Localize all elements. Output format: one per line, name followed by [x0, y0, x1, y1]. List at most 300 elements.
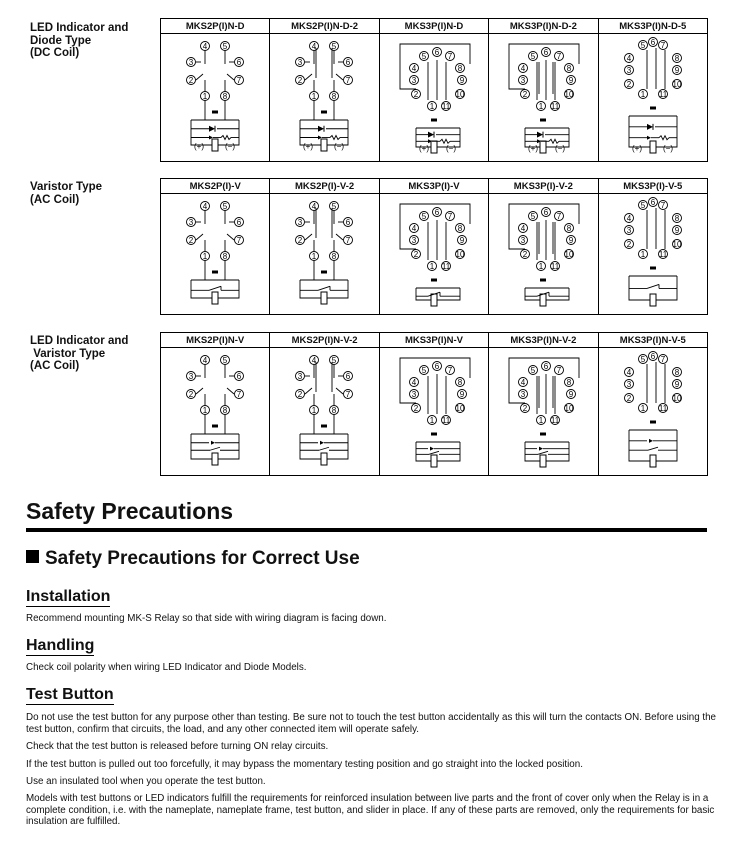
header-cell: MKS3P(I)-V-2 — [489, 179, 598, 194]
diagram-line — [525, 442, 540, 461]
terminal-number: 2 — [522, 89, 528, 99]
terminal-number: 1 — [312, 251, 317, 261]
diagram-line — [196, 234, 203, 240]
group-label-varistor: Varistor Type (AC Coil) — [30, 181, 103, 206]
terminal-number: 4 — [312, 41, 317, 51]
terminal-number: 2 — [626, 239, 631, 249]
diagram-table-led-varistor — [160, 332, 708, 476]
diagram-line — [227, 234, 234, 240]
terminal-number: 9 — [568, 235, 574, 245]
terminal-number: 1 — [538, 101, 544, 111]
led-symbol — [430, 447, 434, 451]
terminal-number: 10 — [564, 249, 574, 259]
terminal-number: 8 — [566, 223, 572, 233]
led-symbol — [647, 136, 651, 140]
diagram-line — [196, 388, 203, 394]
terminal-number: 2 — [298, 389, 303, 399]
header-cell: MKS2P(I)N-V-2 — [270, 333, 379, 348]
wiring-diagram — [161, 348, 270, 475]
terminal-number: 5 — [332, 355, 337, 365]
wiring-diagram — [489, 348, 598, 475]
terminal-number: 3 — [188, 57, 194, 67]
terminal-number: 4 — [626, 367, 631, 377]
terminal-number: 1 — [640, 403, 645, 413]
group-label-led-varistor: LED Indicator and Varistor Type (AC Coil) — [30, 335, 129, 372]
terminal-number: 4 — [411, 63, 417, 73]
terminal-number: 4 — [202, 201, 208, 211]
diagram-line — [209, 286, 221, 290]
indicator-bar — [540, 433, 546, 436]
diagram-cell — [489, 34, 598, 162]
diagram-line — [629, 116, 650, 147]
terminal-number: 10 — [564, 403, 574, 413]
terminal-number: 1 — [429, 415, 435, 425]
terminal-number: 5 — [530, 365, 536, 375]
terminal-number: 8 — [222, 405, 228, 415]
indicator-bar — [431, 119, 437, 122]
polarity-minus: (−) — [225, 142, 235, 151]
diagram-line — [647, 284, 659, 288]
terminal-number: 4 — [520, 63, 526, 73]
terminal-number: 5 — [530, 51, 536, 61]
diagram-cell — [598, 194, 707, 315]
terminal-number: 4 — [520, 223, 526, 233]
test-button-p4: Use an insulated tool when you operate the test button. — [26, 776, 266, 787]
diagram-line — [538, 451, 548, 454]
terminal-number: 2 — [522, 403, 528, 413]
terminal-number: 8 — [566, 63, 572, 73]
diagram-line — [546, 442, 569, 461]
terminal-number: 2 — [626, 393, 631, 403]
test-button-p2: Check that the test button is released before turning ON relay circuits. — [26, 741, 329, 752]
diagram-cell — [379, 348, 488, 476]
indicator-bar — [431, 279, 437, 282]
terminal-number: 3 — [298, 371, 303, 381]
terminal-number: 4 — [312, 201, 317, 211]
wiring-diagram — [380, 194, 489, 314]
diagram-cell — [161, 348, 270, 476]
terminal-number: 4 — [312, 355, 317, 365]
coil-symbol — [321, 453, 327, 465]
led-symbol — [320, 441, 324, 445]
terminal-number: 8 — [457, 377, 463, 387]
diagram-cell — [489, 194, 598, 315]
terminal-number: 10 — [672, 239, 682, 249]
diagram-line — [191, 434, 212, 459]
header-cell: MKS3P(I)N-V-5 — [598, 333, 707, 348]
header-cell: MKS2P(I)N-D — [161, 19, 270, 34]
terminal-number: 6 — [543, 361, 549, 371]
terminal-number: 10 — [455, 249, 465, 259]
polarity-minus: (−) — [445, 144, 456, 153]
polarity-plus: (+) — [418, 144, 429, 153]
terminal-number: 4 — [411, 377, 417, 387]
terminal-number: 4 — [626, 53, 631, 63]
indicator-bar — [321, 425, 327, 428]
indicator-bar — [650, 421, 656, 424]
handling-title: Handling — [26, 637, 95, 654]
terminal-number: 3 — [626, 65, 631, 75]
terminal-number: 9 — [459, 389, 465, 399]
diagram-cell — [598, 348, 707, 476]
terminal-number: 6 — [434, 361, 440, 371]
indicator-bar — [540, 279, 546, 282]
coil-symbol — [212, 292, 218, 304]
diagram-line — [336, 388, 343, 394]
wiring-diagram — [489, 34, 598, 161]
terminal-number: 6 — [543, 207, 549, 217]
polarity-minus: (−) — [662, 144, 673, 153]
terminal-number: 2 — [413, 89, 419, 99]
terminal-number: 7 — [447, 51, 453, 61]
diagram-cell — [270, 34, 379, 162]
terminal-number: 6 — [346, 57, 351, 67]
diagram-cell — [270, 194, 379, 315]
terminal-number: 2 — [298, 75, 303, 85]
diagram-line — [191, 280, 212, 298]
terminal-number: 6 — [236, 57, 242, 67]
terminal-number: 5 — [640, 354, 645, 364]
terminal-number: 1 — [202, 251, 208, 261]
terminal-number: 8 — [332, 405, 337, 415]
terminal-number: 1 — [538, 261, 544, 271]
diagram-line — [659, 136, 669, 140]
terminal-number: 6 — [236, 217, 242, 227]
terminal-number: 1 — [202, 91, 208, 101]
diagram-line — [210, 447, 220, 450]
terminal-number: 8 — [332, 251, 337, 261]
diagram-cell — [270, 348, 379, 476]
terminal-number: 5 — [530, 211, 536, 221]
indicator-bar — [321, 111, 327, 114]
polarity-plus: (+) — [631, 144, 642, 153]
page-heading: Safety Precautions — [26, 498, 234, 524]
diagram-line — [648, 447, 658, 450]
diagram-line — [305, 234, 312, 240]
diagram-line — [300, 434, 321, 459]
terminal-number: 10 — [455, 403, 465, 413]
diagram-line — [305, 388, 312, 394]
terminal-number: 8 — [222, 251, 228, 261]
test-button-p5: Models with test buttons or LED indicators fulfill the requirements for reinforced insulation between live parts and the front of cover only when the Relay is in a complete condition, i.e. with the nameplate, nameplate frame, test button, and slider in place. If any of these parts are removed, only the requirements for basic insulation are fulfilled. — [26, 793, 715, 827]
terminal-number: 11 — [441, 415, 450, 425]
group-label-diode: LED Indicator and Diode Type (DC Coil) — [30, 22, 129, 59]
indicator-bar — [540, 119, 546, 122]
coil-symbol — [321, 292, 327, 304]
led-symbol — [649, 439, 653, 443]
wiring-diagram — [599, 194, 708, 314]
coil-symbol — [212, 453, 218, 465]
terminal-number: 8 — [674, 213, 679, 223]
wiring-diagram — [161, 194, 270, 314]
terminal-number: 2 — [298, 235, 303, 245]
diagram-line — [336, 234, 343, 240]
header-cell: MKS3P(I)N-V — [379, 333, 488, 348]
wiring-diagram — [270, 34, 379, 161]
terminal-number: 6 — [543, 47, 549, 57]
diagram-line — [300, 280, 321, 298]
terminal-number: 3 — [411, 389, 417, 399]
polarity-plus: (+) — [303, 142, 314, 151]
terminal-number: 11 — [441, 261, 450, 271]
terminal-number: 11 — [441, 101, 450, 111]
indicator-bar — [212, 425, 218, 428]
terminal-number: 4 — [626, 213, 631, 223]
terminal-number: 5 — [640, 200, 645, 210]
terminal-number: 6 — [236, 371, 242, 381]
terminal-number: 7 — [236, 389, 242, 399]
diagram-cell — [379, 34, 488, 162]
terminal-number: 7 — [556, 365, 562, 375]
terminal-number: 8 — [332, 91, 337, 101]
terminal-number: 3 — [411, 235, 417, 245]
terminal-number: 6 — [650, 197, 655, 207]
wiring-diagram — [599, 34, 708, 161]
diode-symbol — [318, 126, 324, 132]
diagram-line — [525, 288, 540, 300]
terminal-number: 1 — [312, 91, 317, 101]
heading-rule — [26, 528, 707, 532]
terminal-number: 2 — [413, 249, 419, 259]
header-cell: MKS3P(I)-V — [379, 179, 488, 194]
installation-text: Recommend mounting MK-S Relay so that side with wiring diagram is facing down. — [26, 613, 387, 624]
terminal-number: 7 — [447, 211, 453, 221]
wiring-diagram — [270, 348, 379, 475]
terminal-number: 7 — [236, 235, 242, 245]
header-cell: MKS2P(I)-V-2 — [270, 179, 379, 194]
header-cell: MKS2P(I)N-D-2 — [270, 19, 379, 34]
terminal-number: 6 — [650, 37, 655, 47]
terminal-number: 8 — [457, 223, 463, 233]
header-cell: MKS3P(I)N-V-2 — [489, 333, 598, 348]
diagram-line — [318, 286, 330, 290]
terminal-number: 6 — [650, 351, 655, 361]
wiring-diagram — [380, 348, 489, 475]
section-heading: Safety Precautions for Correct Use — [26, 548, 360, 570]
header-cell: MKS2P(I)-V — [161, 179, 270, 194]
terminal-number: 11 — [658, 89, 667, 99]
diagram-line — [656, 430, 677, 461]
terminal-number: 3 — [520, 75, 526, 85]
diagram-line — [629, 430, 650, 461]
diagram-line — [336, 74, 343, 80]
terminal-number: 2 — [626, 79, 631, 89]
diagram-line — [429, 451, 439, 454]
installation-title: Installation — [26, 588, 111, 605]
terminal-number: 7 — [660, 200, 665, 210]
diagram-cell — [161, 194, 270, 315]
terminal-number: 6 — [434, 207, 440, 217]
terminal-number: 1 — [538, 415, 544, 425]
terminal-number: 7 — [236, 75, 242, 85]
diagram-line — [221, 136, 231, 140]
terminal-number: 5 — [332, 41, 337, 51]
terminal-number: 8 — [566, 377, 572, 387]
terminal-number: 3 — [520, 235, 526, 245]
diagram-line — [416, 288, 431, 300]
terminal-number: 2 — [188, 389, 194, 399]
terminal-number: 3 — [298, 57, 303, 67]
diode-symbol — [647, 124, 653, 130]
terminal-number: 7 — [660, 354, 665, 364]
wiring-diagram — [161, 34, 270, 161]
led-symbol — [539, 447, 543, 451]
diagram-cell — [161, 34, 270, 162]
wiring-diagram — [380, 34, 489, 161]
terminal-number: 7 — [447, 365, 453, 375]
coil-symbol — [540, 141, 546, 153]
diagram-cell — [598, 34, 707, 162]
terminal-number: 1 — [640, 89, 645, 99]
diagram-line — [546, 288, 569, 300]
terminal-number: 7 — [346, 75, 351, 85]
terminal-number: 10 — [672, 393, 682, 403]
indicator-bar — [212, 271, 218, 274]
diagram-line — [330, 136, 340, 140]
test-button-title: Test Button — [26, 686, 114, 703]
terminal-number: 1 — [429, 101, 435, 111]
test-button-p1: Do not use the test button for any purpose other than testing. Be sure not to touch the test button accidentally as this will turn the contacts ON. Before using the test button, confirm that circuits, the load, and any other connected item will operate safely. — [26, 712, 716, 735]
diagram-line — [218, 434, 239, 459]
diagram-table-diode — [160, 18, 708, 162]
terminal-number: 1 — [429, 261, 435, 271]
terminal-number: 8 — [222, 91, 228, 101]
terminal-number: 5 — [640, 40, 645, 50]
diagram-line — [656, 116, 677, 147]
indicator-bar — [650, 267, 656, 270]
diode-symbol — [537, 132, 543, 138]
terminal-number: 11 — [551, 101, 560, 111]
header-cell: MKS3P(I)N-D-5 — [598, 19, 707, 34]
terminal-number: 3 — [520, 389, 526, 399]
terminal-number: 4 — [411, 223, 417, 233]
terminal-number: 6 — [434, 47, 440, 57]
terminal-number: 3 — [411, 75, 417, 85]
coil-symbol — [650, 455, 656, 467]
coil-symbol — [212, 139, 218, 151]
diagram-line — [440, 139, 450, 143]
diagram-line — [437, 288, 460, 300]
indicator-bar — [650, 107, 656, 110]
diagram-cell — [379, 194, 488, 315]
diagram-line — [227, 74, 234, 80]
led-symbol — [211, 441, 215, 445]
terminal-number: 2 — [188, 75, 194, 85]
wiring-diagram — [599, 348, 708, 475]
terminal-number: 8 — [457, 63, 463, 73]
diagram-cell — [489, 348, 598, 476]
coil-symbol — [321, 139, 327, 151]
terminal-number: 4 — [202, 355, 208, 365]
terminal-number: 5 — [222, 201, 228, 211]
header-cell: MKS3P(I)N-D-2 — [489, 19, 598, 34]
terminal-number: 11 — [551, 261, 560, 271]
indicator-bar — [431, 433, 437, 436]
terminal-number: 2 — [413, 403, 419, 413]
diagram-line — [437, 442, 460, 461]
terminal-number: 10 — [672, 79, 682, 89]
diagram-line — [327, 434, 348, 459]
terminal-number: 5 — [421, 51, 427, 61]
terminal-number: 9 — [459, 235, 465, 245]
terminal-number: 6 — [346, 371, 351, 381]
terminal-number: 3 — [298, 217, 303, 227]
terminal-number: 7 — [660, 40, 665, 50]
diagram-line — [549, 139, 559, 143]
diagram-line — [319, 447, 329, 450]
header-cell: MKS3P(I)N-D — [379, 19, 488, 34]
test-button-p3: If the test button is pulled out too forcefully, it may bypass the momentary testing position and go straight into the locked position. — [26, 759, 583, 770]
terminal-number: 9 — [674, 225, 679, 235]
terminal-number: 9 — [459, 75, 465, 85]
wiring-diagram — [270, 194, 379, 314]
terminal-number: 3 — [626, 225, 631, 235]
coil-symbol — [431, 455, 437, 467]
terminal-number: 11 — [658, 249, 667, 259]
terminal-number: 8 — [674, 367, 679, 377]
terminal-number: 1 — [640, 249, 645, 259]
coil-symbol — [540, 294, 546, 306]
coil-symbol — [650, 294, 656, 306]
terminal-number: 4 — [202, 41, 208, 51]
terminal-number: 2 — [522, 249, 528, 259]
terminal-number: 1 — [312, 405, 317, 415]
terminal-number: 10 — [564, 89, 574, 99]
terminal-number: 9 — [674, 379, 679, 389]
diagram-line — [196, 74, 203, 80]
diode-symbol — [428, 132, 434, 138]
terminal-number: 3 — [626, 379, 631, 389]
diagram-line — [305, 74, 312, 80]
terminal-number: 5 — [421, 365, 427, 375]
terminal-number: 7 — [346, 389, 351, 399]
terminal-number: 6 — [346, 217, 351, 227]
terminal-number: 9 — [568, 389, 574, 399]
terminal-number: 11 — [658, 403, 667, 413]
diagram-line — [227, 388, 234, 394]
coil-symbol — [650, 141, 656, 153]
wiring-diagram — [489, 194, 598, 314]
polarity-minus: (−) — [334, 142, 345, 151]
diagram-table-varistor — [160, 178, 708, 315]
diode-symbol — [209, 126, 215, 132]
terminal-number: 5 — [222, 41, 228, 51]
handling-text: Check coil polarity when wiring LED Indicator and Diode Models. — [26, 662, 307, 673]
terminal-number: 1 — [202, 405, 208, 415]
polarity-plus: (+) — [194, 142, 204, 151]
header-cell: MKS3P(I)-V-5 — [598, 179, 707, 194]
terminal-number: 10 — [455, 89, 465, 99]
terminal-number: 4 — [520, 377, 526, 387]
terminal-number: 9 — [568, 75, 574, 85]
square-bullet-icon — [26, 550, 39, 563]
terminal-number: 11 — [551, 415, 560, 425]
terminal-number: 3 — [188, 217, 194, 227]
terminal-number: 3 — [188, 371, 194, 381]
terminal-number: 7 — [556, 211, 562, 221]
coil-symbol — [431, 294, 437, 306]
terminal-number: 5 — [421, 211, 427, 221]
terminal-number: 5 — [332, 201, 337, 211]
terminal-number: 5 — [222, 355, 228, 365]
terminal-number: 9 — [674, 65, 679, 75]
header-cell: MKS2P(I)N-V — [161, 333, 270, 348]
diagram-line — [416, 442, 431, 461]
terminal-number: 7 — [346, 235, 351, 245]
coil-symbol — [431, 141, 437, 153]
indicator-bar — [212, 111, 218, 114]
polarity-minus: (−) — [555, 144, 566, 153]
